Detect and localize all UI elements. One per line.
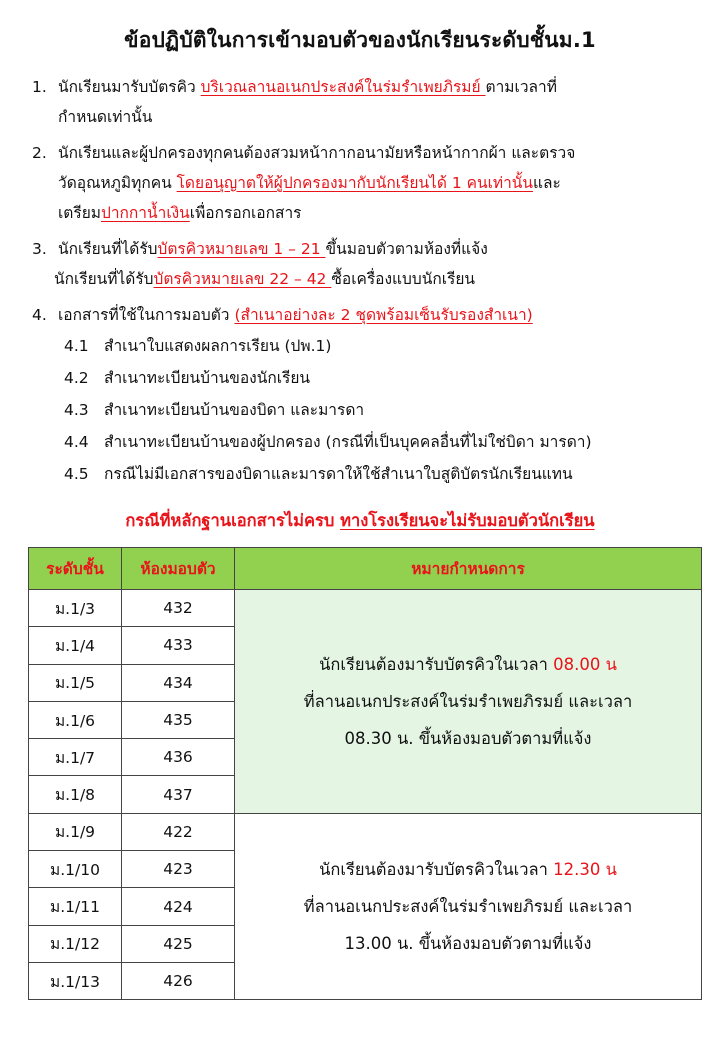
note-time: 12.30 น bbox=[553, 860, 617, 880]
sub-item bbox=[32, 458, 702, 490]
sub-item-number: 4.3 bbox=[64, 401, 89, 419]
rule-text: นักเรียนและผู้ปกครองทุกคนต้องสวมหน้ากากอนามัยหรือหน้ากากผ้า และตรวจ bbox=[58, 144, 576, 162]
room-cell: 436 bbox=[122, 739, 235, 776]
sub-item-number: 4.2 bbox=[64, 369, 89, 387]
schedule-table bbox=[28, 547, 702, 1000]
rule-text: ขึ้นมอบตัวตามห้องที่แจ้ง bbox=[325, 240, 488, 258]
room-cell: 424 bbox=[122, 888, 235, 925]
schedule-note-morning bbox=[235, 590, 702, 814]
warning-text bbox=[0, 508, 720, 534]
table-row bbox=[29, 813, 702, 850]
rule-text: เตรียม bbox=[58, 204, 101, 222]
note-time: 08.00 น bbox=[553, 654, 617, 674]
rule-text: และ bbox=[533, 174, 561, 192]
rule-text: ซื้อเครื่องแบบนักเรียน bbox=[331, 270, 476, 288]
room-cell: 426 bbox=[122, 962, 235, 999]
class-cell: ม.1/13 bbox=[29, 962, 122, 999]
note-text: นักเรียนต้องมารับบัตรคิวในเวลา bbox=[319, 860, 554, 880]
highlight-queue-22-42: บัตรคิวหมายเลข 22 – 42 bbox=[153, 270, 332, 288]
warning-part: กรณีที่หลักฐานเอกสารไม่ครบ bbox=[125, 511, 341, 530]
page-title: ข้อปฏิบัติในการเข้ามอบตัวของนักเรียนระดับชั้นม.1 bbox=[124, 28, 596, 52]
rule-number: 1. bbox=[32, 78, 47, 96]
highlight-blue-pen: ปากกาน้ำเงิน bbox=[101, 204, 190, 222]
sub-item-text: กรณีไม่มีเอกสารของบิดาและมารดาให้ใช้สำเนาใบสูติบัตรนักเรียนแทน bbox=[104, 465, 573, 483]
class-cell: ม.1/10 bbox=[29, 851, 122, 888]
class-cell: ม.1/5 bbox=[29, 664, 122, 701]
class-cell: ม.1/12 bbox=[29, 925, 122, 962]
sub-item-text: สำเนาใบแสดงผลการเรียน (ปพ.1) bbox=[104, 337, 332, 355]
sub-item bbox=[32, 362, 702, 394]
rule-3 bbox=[32, 234, 702, 294]
sub-item bbox=[32, 394, 702, 426]
sub-item-number: 4.5 bbox=[64, 465, 89, 483]
room-cell: 425 bbox=[122, 925, 235, 962]
rule-number: 2. bbox=[32, 144, 47, 162]
rule-number: 3. bbox=[32, 240, 47, 258]
rule-text: นักเรียนที่ได้รับ bbox=[54, 270, 154, 288]
rule-text: กำหนดเท่านั้น bbox=[58, 108, 153, 126]
highlight-queue-1-21: บัตรคิวหมายเลข 1 – 21 bbox=[157, 240, 326, 258]
note-text: ที่ลานอเนกประสงค์ในร่มรำเพยภิรมย์ และเวลา bbox=[303, 691, 633, 711]
header-schedule: หมายกำหนดการ bbox=[235, 548, 702, 590]
rule-1 bbox=[32, 72, 702, 132]
note-text: ที่ลานอเนกประสงค์ในร่มรำเพยภิรมย์ และเวลา bbox=[303, 897, 633, 917]
class-cell: ม.1/11 bbox=[29, 888, 122, 925]
header-class-level: ระดับชั้น bbox=[29, 548, 122, 590]
rule-text: เพื่อกรอกเอกสาร bbox=[189, 204, 302, 222]
sub-item-text: สำเนาทะเบียนบ้านของนักเรียน bbox=[104, 369, 311, 387]
rule-text: ตามเวลาที่ bbox=[485, 78, 557, 96]
room-cell: 434 bbox=[122, 664, 235, 701]
class-cell: ม.1/9 bbox=[29, 813, 122, 850]
class-cell: ม.1/6 bbox=[29, 701, 122, 738]
room-cell: 422 bbox=[122, 813, 235, 850]
schedule-note-afternoon bbox=[235, 813, 702, 999]
note-text: 13.00 น. ขึ้นห้องมอบตัวตามที่แจ้ง bbox=[344, 934, 592, 954]
sub-item bbox=[32, 330, 702, 362]
warning-emphasis: ทางโรงเรียนจะไม่รับมอบตัวนักเรียน bbox=[340, 511, 595, 530]
rule-number: 4. bbox=[32, 306, 47, 324]
rule-text: เอกสารที่ใช้ในการมอบตัว bbox=[58, 306, 235, 324]
sub-item-number: 4.4 bbox=[64, 433, 89, 451]
class-cell: ม.1/7 bbox=[29, 739, 122, 776]
sub-item-number: 4.1 bbox=[64, 337, 89, 355]
rule-text: นักเรียนที่ได้รับ bbox=[58, 240, 158, 258]
table-row bbox=[29, 590, 702, 627]
room-cell: 435 bbox=[122, 701, 235, 738]
room-cell: 433 bbox=[122, 627, 235, 664]
header-room: ห้องมอบตัว bbox=[122, 548, 235, 590]
sub-item bbox=[32, 426, 702, 458]
rule-4 bbox=[32, 300, 702, 330]
sub-item-text: สำเนาทะเบียนบ้านของบิดา และมารดา bbox=[104, 401, 365, 419]
class-cell: ม.1/3 bbox=[29, 590, 122, 627]
class-cell: ม.1/8 bbox=[29, 776, 122, 813]
rules-list bbox=[32, 72, 702, 490]
highlight-location: บริเวณลานอเนกประสงค์ในร่มรำเพยภิรมย์ bbox=[200, 78, 486, 96]
room-cell: 437 bbox=[122, 776, 235, 813]
table-header-row bbox=[29, 548, 702, 590]
rule-text: วัดอุณหภูมิทุกคน bbox=[58, 174, 177, 192]
note-text: 08.30 น. ขึ้นห้องมอบตัวตามที่แจ้ง bbox=[344, 728, 592, 748]
class-cell: ม.1/4 bbox=[29, 627, 122, 664]
sub-item-text: สำเนาทะเบียนบ้านของผู้ปกครอง (กรณีที่เป็นบุคคลอื่นที่ไม่ใช่บิดา มารดา) bbox=[104, 433, 592, 451]
rule-2 bbox=[32, 138, 702, 228]
rule-text: นักเรียนมารับบัตรคิว bbox=[58, 78, 201, 96]
highlight-guardian-limit: โดยอนุญาตให้ผู้ปกครองมากับนักเรียนได้ 1 คนเท่านั้น bbox=[176, 174, 534, 192]
room-cell: 423 bbox=[122, 851, 235, 888]
room-cell: 432 bbox=[122, 590, 235, 627]
highlight-copies: (สำเนาอย่างละ 2 ชุดพร้อมเซ็นรับรองสำเนา) bbox=[234, 306, 533, 324]
note-text: นักเรียนต้องมารับบัตรคิวในเวลา bbox=[319, 654, 554, 674]
